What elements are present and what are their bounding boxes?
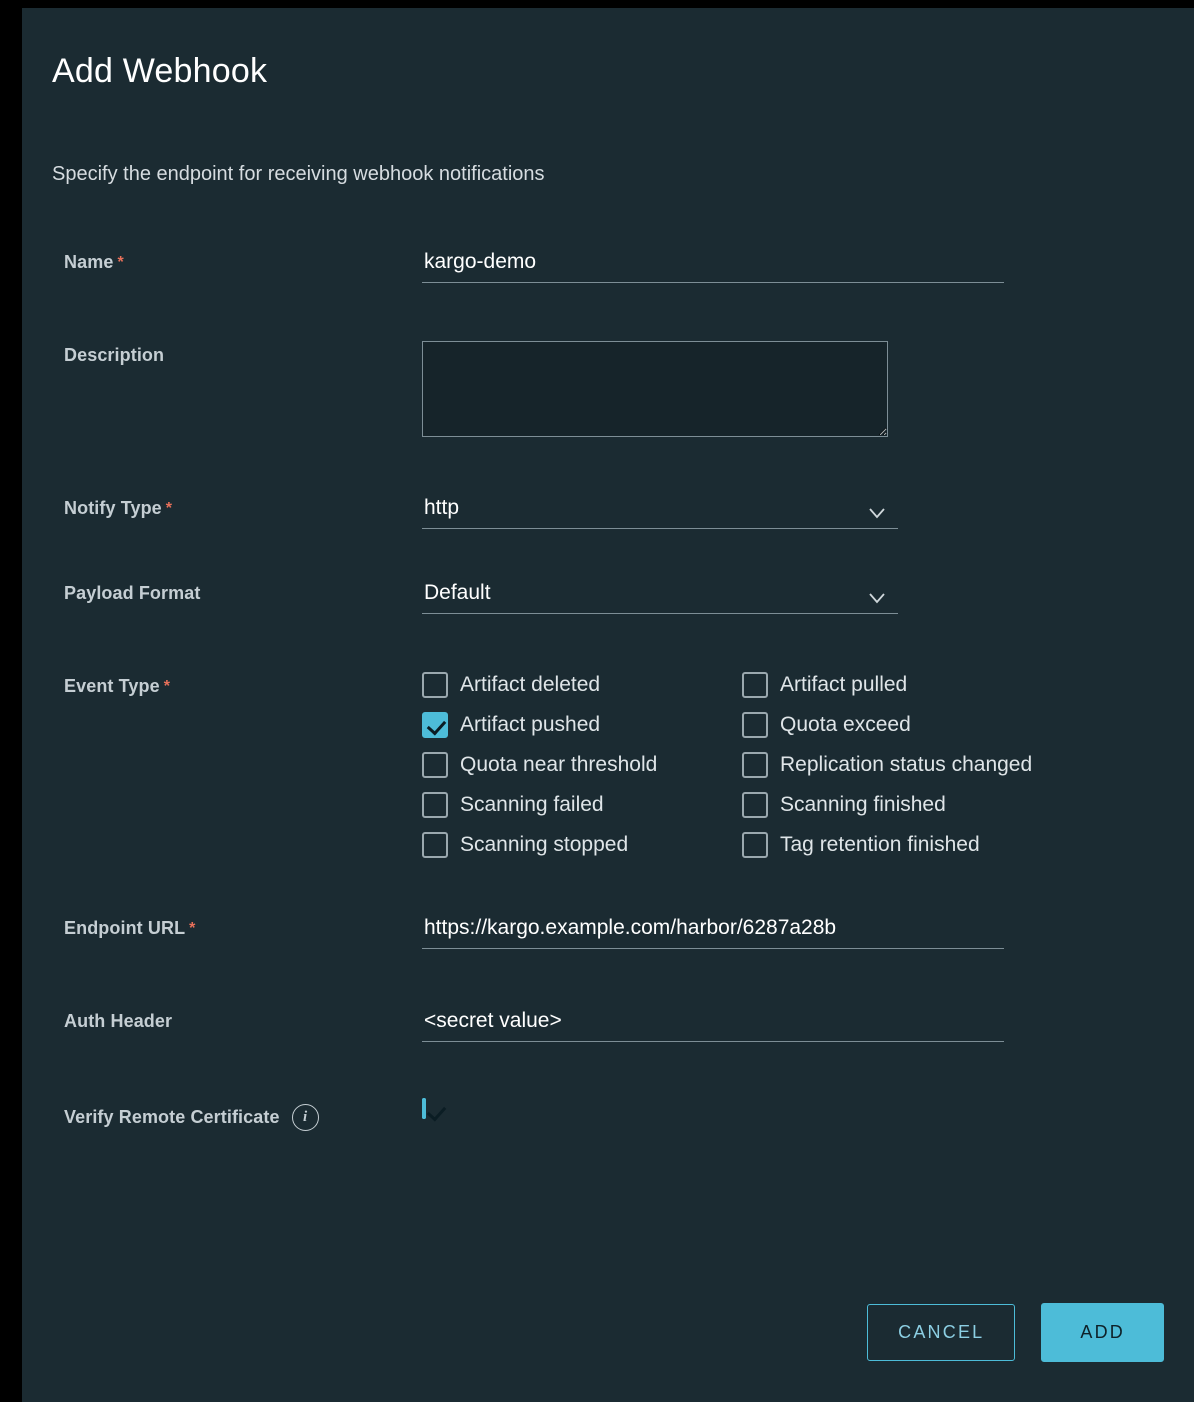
checkbox-artifact-pushed[interactable] [422,712,742,738]
checkbox-artifact-pulled[interactable] [742,672,1194,698]
notify-type-select-wrap[interactable] [422,494,898,529]
form-row-payload-format [22,579,1194,614]
add-webhook-dialog [22,8,1194,1402]
checkbox-scanning-failed[interactable] [422,792,742,818]
checkbox-label: Quota exceed [780,713,911,736]
checkbox-box[interactable] [742,752,768,778]
checkbox-box-checked[interactable] [422,712,448,738]
endpoint-url-label [22,914,422,939]
checkbox-box[interactable] [422,752,448,778]
form-row-auth-header [22,1007,1194,1042]
form-row-description [22,341,1194,442]
verify-remote-certificate-label-text: Verify Remote Certificate [64,1107,280,1127]
checkbox-box[interactable] [742,712,768,738]
auth-header-input[interactable] [422,1007,1004,1042]
add-button[interactable]: ADD [1041,1303,1164,1362]
verify-remote-certificate-checkbox[interactable] [422,1098,426,1119]
auth-header-label: Auth Header [64,1011,173,1031]
checkbox-scanning-stopped[interactable] [422,832,742,858]
dialog-footer [867,1303,1164,1362]
checkbox-box[interactable] [742,672,768,698]
event-type-field-wrap [422,672,1194,858]
dialog-subtitle: Specify the endpoint for receiving webhook notifications [52,163,545,185]
name-required-marker: * [117,253,124,271]
endpoint-url-label-text: Endpoint URL [64,918,186,938]
info-icon[interactable]: i [292,1104,319,1131]
endpoint-url-input[interactable] [422,914,1004,949]
form-row-endpoint-url [22,914,1194,949]
checkbox-box[interactable] [742,792,768,818]
form-row-verify-remote-certificate [22,1100,1194,1131]
notify-type-label [22,494,422,519]
form-row-event-type [22,672,1194,858]
checkbox-box[interactable] [422,792,448,818]
event-type-label [22,672,422,697]
event-type-required-marker: * [163,677,171,695]
checkbox-label: Quota near threshold [460,753,658,776]
page-title: Add Webhook [52,52,268,90]
notify-type-required-marker: * [165,499,173,517]
description-label: Description [64,345,165,365]
notify-type-label-text: Notify Type [64,498,162,518]
checkbox-label: Artifact deleted [460,673,601,696]
checkbox-label: Artifact pulled [780,673,908,696]
verify-remote-certificate-label [22,1100,422,1131]
checkbox-label: Scanning failed [460,793,604,816]
endpoint-url-field-wrap [422,914,1194,949]
verify-remote-certificate-field-wrap [422,1100,1194,1118]
checkbox-tag-retention-finished[interactable] [742,832,1194,858]
payload-format-select-value[interactable] [422,579,898,614]
payload-format-label: Payload Format [64,583,201,603]
name-field-wrap [422,248,1194,283]
checkbox-box[interactable] [422,672,448,698]
checkbox-label: Scanning stopped [460,833,629,856]
auth-header-field-wrap [422,1007,1194,1042]
name-input[interactable] [422,248,1004,283]
description-textarea[interactable] [422,341,888,437]
checkbox-artifact-deleted[interactable] [422,672,742,698]
checkbox-replication-status-changed[interactable] [742,752,1194,778]
checkbox-scanning-finished[interactable] [742,792,1194,818]
cancel-button[interactable]: CANCEL [867,1304,1015,1361]
checkbox-label: Replication status changed [780,753,1033,776]
notify-type-select-value[interactable] [422,494,898,529]
payload-format-select-wrap[interactable] [422,579,898,614]
checkbox-quota-exceed[interactable] [742,712,1194,738]
form-row-name [22,248,1194,283]
notify-type-field-wrap [422,494,1194,529]
checkbox-box[interactable] [742,832,768,858]
name-label-text: Name [64,252,114,272]
checkbox-quota-near-threshold[interactable] [422,752,742,778]
event-type-checkbox-grid [422,672,1194,858]
checkbox-label: Artifact pushed [460,713,601,736]
webhook-form [22,248,1194,1131]
endpoint-url-required-marker: * [189,919,196,937]
checkbox-box[interactable] [422,832,448,858]
event-type-label-text: Event Type [64,676,160,696]
checkbox-label: Tag retention finished [780,833,980,856]
checkbox-label: Scanning finished [780,793,946,816]
description-field-wrap [422,341,1194,442]
payload-format-field-wrap [422,579,1194,614]
name-label [22,248,422,273]
form-row-notify-type [22,494,1194,529]
